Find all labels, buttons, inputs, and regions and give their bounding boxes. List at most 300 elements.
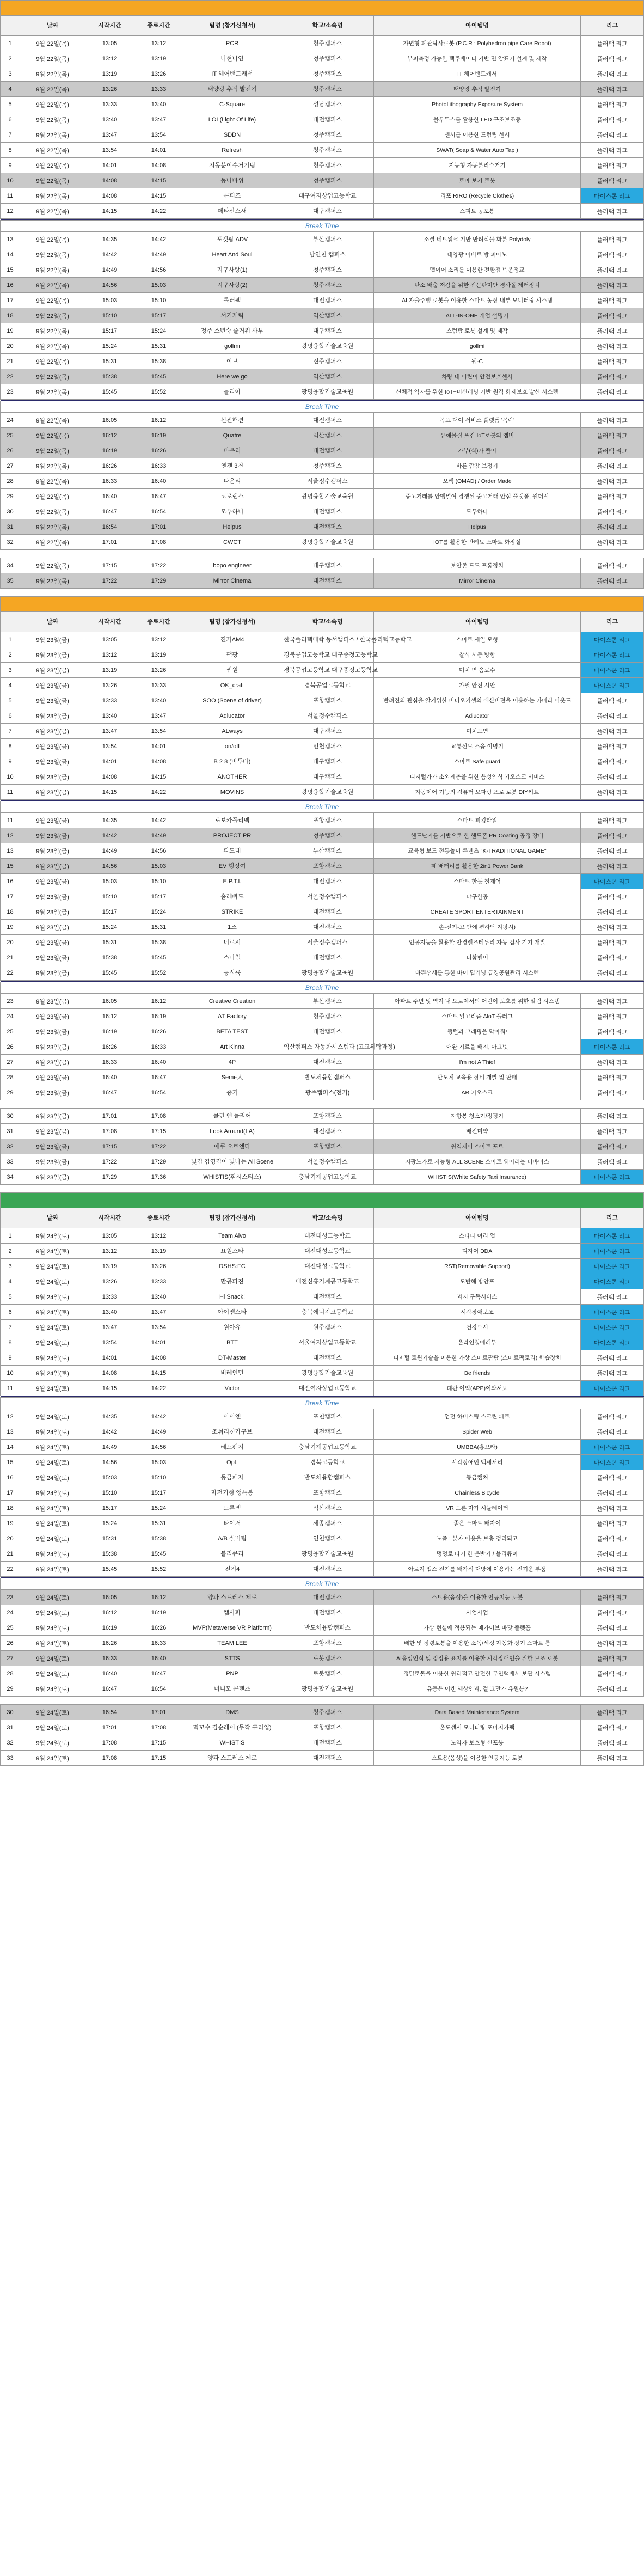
table-row	[1, 663, 644, 678]
table-row	[1, 1289, 644, 1305]
cell-lig: 플러팩 리그	[581, 278, 644, 293]
cell-no: 21	[1, 1546, 20, 1562]
cell-idea: 탄소 배출 저감을 위한 전문판미안 경사폴 제러정치	[374, 278, 581, 293]
cell-idea: 애완 기르을 배지, 아그넷	[374, 1039, 581, 1055]
cell-date: 9월 23일(금)	[20, 678, 85, 693]
cell-no: 9	[1, 158, 20, 173]
table-row	[1, 1085, 644, 1100]
cell-idea: 찰식 시동 방함	[374, 647, 581, 663]
cell-start: 16:40	[85, 489, 134, 504]
cell-team: 서기캐릭	[183, 308, 281, 323]
cell-school: 부산캠퍼스	[281, 232, 374, 247]
table-row	[1, 859, 644, 874]
cell-start: 16:12	[85, 1009, 134, 1024]
cell-date: 9월 24일(토)	[20, 1228, 85, 1244]
cell-date: 9월 23일(금)	[20, 785, 85, 800]
table-row	[1, 739, 644, 754]
cell-school: 한국폴리텍대학 동서캠퍼스 / 한국폴리텍고등학교	[281, 632, 374, 647]
cell-start: 15:31	[85, 354, 134, 369]
cell-idea: 아르지 앱스 전기를 배가식 재방에 이용하는 전기운 부품	[374, 1562, 581, 1577]
table-row	[1, 308, 644, 323]
spacer-cell	[1, 1697, 644, 1705]
cell-idea: 시각장애인 액세서리	[374, 1455, 581, 1470]
cell-lig: 플러팩 리그	[581, 1501, 644, 1516]
cell-team: Refresh	[183, 143, 281, 158]
cell-idea: Be friends	[374, 1366, 581, 1381]
cell-team: DT-Master	[183, 1350, 281, 1366]
table-row	[1, 535, 644, 550]
cell-no: 18	[1, 904, 20, 920]
cell-no: 6	[1, 1305, 20, 1320]
cell-lig: 마이스콘 리그	[581, 1274, 644, 1289]
table-row	[1, 1605, 644, 1620]
table-row	[1, 828, 644, 843]
cell-team: Here we go	[183, 369, 281, 384]
cell-idea: 폐판 이익(APP)이와서요	[374, 1381, 581, 1396]
cell-end: 16:12	[134, 994, 183, 1009]
cell-no: 27	[1, 458, 20, 474]
cell-no: 14	[1, 247, 20, 262]
cell-lig: 플러팩 리그	[581, 36, 644, 51]
cell-lig: 플러팩 리그	[581, 708, 644, 724]
cell-school: 포항캠퍼스	[281, 1720, 374, 1735]
cell-idea: 반려견의 관심을 알기위한 비디오키셀의 애산비전을 이용하는 카메라 아웃드	[374, 693, 581, 708]
table-row	[1, 647, 644, 663]
cell-start: 13:40	[85, 1305, 134, 1320]
cell-school: 로봇캠퍼스	[281, 1666, 374, 1681]
cell-lig: 마이스콘 리그	[581, 1455, 644, 1470]
cell-school: 대전대성고등학교	[281, 1228, 374, 1244]
cell-idea: 가상 현실에 적용되는 메가이브 바닷 플랫폼	[374, 1620, 581, 1636]
table-row	[1, 112, 644, 127]
cell-idea: 스마트 Safe guard	[374, 754, 581, 769]
cell-team: Quatre	[183, 428, 281, 443]
cell-team: Helpus	[183, 519, 281, 535]
cell-team: PCR	[183, 36, 281, 51]
cell-date: 9월 24일(토)	[20, 1289, 85, 1305]
cell-team: 레드펜져	[183, 1440, 281, 1455]
cell-end: 15:52	[134, 965, 183, 981]
cell-lig: 플러팩 리그	[581, 1666, 644, 1681]
cell-no: 8	[1, 1335, 20, 1350]
cell-date: 9월 23일(금)	[20, 1154, 85, 1170]
cell-start: 15:10	[85, 308, 134, 323]
cell-start: 16:54	[85, 519, 134, 535]
header-team: 팀명 (참가신청서)	[183, 612, 281, 632]
cell-school: 광명융합기술교육원	[281, 1546, 374, 1562]
table-row	[1, 519, 644, 535]
cell-end: 15:17	[134, 308, 183, 323]
cell-end: 14:01	[134, 739, 183, 754]
cell-idea: 사업사업	[374, 1605, 581, 1620]
cell-lig: 플러팩 리그	[581, 1470, 644, 1485]
cell-no: 24	[1, 1009, 20, 1024]
cell-start: 15:38	[85, 1546, 134, 1562]
cell-date: 9월 24일(토)	[20, 1424, 85, 1440]
cell-date: 9월 24일(토)	[20, 1485, 85, 1501]
cell-lig: 플러팩 리그	[581, 904, 644, 920]
header-start: 시작시간	[85, 612, 134, 632]
cell-team: 양파 스트레스 제로	[183, 1751, 281, 1766]
cell-start: 14:56	[85, 1455, 134, 1470]
cell-date: 9월 23일(금)	[20, 1124, 85, 1139]
table-row	[1, 693, 644, 708]
cell-school: 대전캠퍼스	[281, 1055, 374, 1070]
cell-idea: 폐 배터리를 활용한 2in1 Power Bank	[374, 859, 581, 874]
cell-end: 17:29	[134, 573, 183, 589]
cell-idea: AR 키오스크	[374, 1085, 581, 1100]
table-row	[1, 36, 644, 51]
cell-school: 청주캠퍼스	[281, 158, 374, 173]
cell-school: 광주캠퍼스(전기)	[281, 1085, 374, 1100]
cell-end: 15:03	[134, 859, 183, 874]
cell-school: 포항캠퍼스	[281, 859, 374, 874]
cell-school: 대전캠퍼스	[281, 950, 374, 965]
cell-date: 9월 23일(금)	[20, 1024, 85, 1039]
cell-end: 13:54	[134, 724, 183, 739]
cell-lig: 플러팩 리그	[581, 82, 644, 97]
table-row	[1, 489, 644, 504]
cell-idea: 스마트 세일 모형	[374, 632, 581, 647]
cell-start: 15:03	[85, 874, 134, 889]
cell-end: 14:01	[134, 1335, 183, 1350]
cell-team: 모두하나	[183, 504, 281, 519]
cell-end: 15:10	[134, 874, 183, 889]
cell-no: 32	[1, 1735, 20, 1751]
spacer-cell	[1, 550, 644, 558]
cell-no: 2	[1, 51, 20, 66]
table-row	[1, 66, 644, 82]
cell-start: 15:38	[85, 950, 134, 965]
cell-school: 남인천 캠퍼스	[281, 247, 374, 262]
cell-lig: 플러팩 리그	[581, 112, 644, 127]
cell-no: 7	[1, 724, 20, 739]
cell-date: 9월 23일(금)	[20, 663, 85, 678]
cell-end: 16:26	[134, 443, 183, 458]
table-row	[1, 769, 644, 785]
cell-idea: 블루투스를 활용한 LED 구조보조등	[374, 112, 581, 127]
cell-lig: 플러팩 리그	[581, 413, 644, 428]
cell-date: 9월 23일(금)	[20, 724, 85, 739]
cell-no: 8	[1, 143, 20, 158]
cell-end: 17:08	[134, 535, 183, 550]
cell-idea: 인공지능을 활용한 안경렌즈테두리 자동 검사 기기 개발	[374, 935, 581, 950]
cell-lig: 마이스콘 리그	[581, 1381, 644, 1396]
cell-lig: 마이스콘 리그	[581, 678, 644, 693]
cell-start: 17:08	[85, 1751, 134, 1766]
cell-start: 14:08	[85, 188, 134, 204]
cell-start: 16:47	[85, 1681, 134, 1697]
cell-date: 9월 24일(토)	[20, 1546, 85, 1562]
cell-no: 7	[1, 1320, 20, 1335]
cell-date: 9월 22일(목)	[20, 519, 85, 535]
cell-lig: 플러팩 리그	[581, 173, 644, 188]
schedule-table	[0, 0, 644, 589]
cell-start: 16:05	[85, 994, 134, 1009]
cell-date: 9월 22일(목)	[20, 354, 85, 369]
cell-lig: 마이스콘 리그	[581, 1305, 644, 1320]
cell-date: 9월 23일(금)	[20, 1139, 85, 1154]
cell-date: 9월 22일(목)	[20, 308, 85, 323]
cell-date: 9월 24일(토)	[20, 1440, 85, 1455]
cell-date: 9월 23일(금)	[20, 1070, 85, 1085]
cell-end: 14:42	[134, 813, 183, 828]
cell-end: 15:38	[134, 935, 183, 950]
table-row	[1, 1409, 644, 1424]
cell-team: Mirror Cinema	[183, 573, 281, 589]
cell-end: 15:38	[134, 354, 183, 369]
cell-end: 16:54	[134, 1681, 183, 1697]
cell-no: 27	[1, 1055, 20, 1070]
cell-date: 9월 22일(목)	[20, 232, 85, 247]
cell-school: 대전캠퍼스	[281, 443, 374, 458]
cell-end: 16:47	[134, 1070, 183, 1085]
cell-start: 13:54	[85, 1335, 134, 1350]
cell-date: 9월 22일(목)	[20, 97, 85, 112]
cell-no: 32	[1, 535, 20, 550]
cell-end: 17:01	[134, 519, 183, 535]
cell-school: 익산캠퍼스	[281, 428, 374, 443]
cell-start: 15:38	[85, 369, 134, 384]
cell-date: 9월 23일(금)	[20, 1009, 85, 1024]
cell-no: 22	[1, 965, 20, 981]
cell-date: 9월 22일(목)	[20, 489, 85, 504]
cell-school: 서울정수캠퍼스	[281, 889, 374, 904]
cell-end: 13:26	[134, 663, 183, 678]
cell-team: C-Square	[183, 97, 281, 112]
cell-school: 대전캠퍼스	[281, 1590, 374, 1605]
cell-date: 9월 23일(금)	[20, 889, 85, 904]
header-end: 종료시간	[134, 612, 183, 632]
cell-no: 5	[1, 693, 20, 708]
cell-start: 16:19	[85, 443, 134, 458]
table-row	[1, 1274, 644, 1289]
cell-start: 13:12	[85, 1244, 134, 1259]
cell-start: 16:05	[85, 413, 134, 428]
cell-start: 16:54	[85, 1705, 134, 1720]
cell-idea: SWAT( Soap & Water Auto Tap )	[374, 143, 581, 158]
cell-no: 3	[1, 663, 20, 678]
cell-school: 대전캠퍼스	[281, 112, 374, 127]
break-label: Break Time	[1, 1398, 644, 1409]
cell-lig: 플러팩 리그	[581, 1605, 644, 1620]
cell-idea: I'm not A Thief	[374, 1055, 581, 1070]
table-row	[1, 369, 644, 384]
cell-end: 15:31	[134, 339, 183, 354]
cell-lig: 플러팩 리그	[581, 127, 644, 143]
cell-school: 청주캠퍼스	[281, 66, 374, 82]
cell-no: 16	[1, 278, 20, 293]
day-schedule	[0, 0, 643, 589]
cell-start: 14:01	[85, 754, 134, 769]
table-row	[1, 1666, 644, 1681]
cell-start: 13:33	[85, 97, 134, 112]
cell-date: 9월 22일(목)	[20, 474, 85, 489]
cell-lig: 플러팩 리그	[581, 339, 644, 354]
cell-end: 13:12	[134, 632, 183, 647]
cell-lig: 마이스콘 리그	[581, 188, 644, 204]
cell-date: 9월 22일(목)	[20, 173, 85, 188]
cell-end: 14:15	[134, 188, 183, 204]
cell-team: BETA TEST	[183, 1024, 281, 1039]
cell-team: bopo engineer	[183, 558, 281, 573]
cell-start: 17:29	[85, 1170, 134, 1185]
header-no	[1, 612, 20, 632]
table-row	[1, 1154, 644, 1170]
cell-idea: 아파트 주변 및 역지 내 도로제서의 어린이 보호를 위한 알림 시스템	[374, 994, 581, 1009]
cell-no: 30	[1, 1705, 20, 1720]
table-row	[1, 428, 644, 443]
cell-idea: 중고거래를 안맹멸여 경쟁된 중고거래 안심 플랫폼, 원더시	[374, 489, 581, 504]
cell-school: 광명융합기술교육원	[281, 1366, 374, 1381]
cell-school: 충남기계공업고등학교	[281, 1170, 374, 1185]
cell-start: 14:35	[85, 1409, 134, 1424]
band-cell	[1, 1193, 644, 1208]
cell-lig: 플러팩 리그	[581, 693, 644, 708]
cell-idea: CREATE SPORT ENTERTAINMENT	[374, 904, 581, 920]
table-row	[1, 1590, 644, 1605]
cell-idea: 스마트 피킹타워	[374, 813, 581, 828]
cell-date: 9월 22일(목)	[20, 428, 85, 443]
cell-end: 16:12	[134, 1590, 183, 1605]
cell-lig: 플러팩 리그	[581, 66, 644, 82]
cell-idea: 소셜 네트워크 기반 반려식물 화분 Polydoly	[374, 232, 581, 247]
cell-date: 9월 24일(토)	[20, 1305, 85, 1320]
cell-school: 대구캠퍼스	[281, 769, 374, 785]
table-row	[1, 82, 644, 97]
cell-start: 17:22	[85, 573, 134, 589]
cell-no: 20	[1, 935, 20, 950]
cell-team: PROJECT PR	[183, 828, 281, 843]
cell-start: 15:45	[85, 384, 134, 400]
cell-start: 15:10	[85, 889, 134, 904]
cell-school: 경북공업고등학교 대구종정고등학교	[281, 663, 374, 678]
cell-no: 23	[1, 1590, 20, 1605]
cell-school: 익산캠퍼스	[281, 1501, 374, 1516]
cell-team: 태양광 추적 발전기	[183, 82, 281, 97]
cell-lig: 플러팩 리그	[581, 920, 644, 935]
header-idea: 아이템명	[374, 16, 581, 36]
cell-no: 25	[1, 1620, 20, 1636]
cell-school: 익산캠퍼스	[281, 308, 374, 323]
cell-end: 17:01	[134, 1705, 183, 1720]
cell-no: 1	[1, 1228, 20, 1244]
cell-date: 9월 24일(토)	[20, 1470, 85, 1485]
cell-end: 15:45	[134, 369, 183, 384]
cell-lig: 플러팩 리그	[581, 293, 644, 308]
cell-team: 전기4	[183, 1562, 281, 1577]
cell-lig: 플러팩 리그	[581, 504, 644, 519]
cell-idea: 차량 내 어린이 안전보호센서	[374, 369, 581, 384]
cell-start: 13:19	[85, 663, 134, 678]
cell-lig: 플러팩 리그	[581, 1681, 644, 1697]
cell-idea: Chainless Bicycle	[374, 1485, 581, 1501]
spacer-row	[1, 1697, 644, 1705]
cell-start: 14:42	[85, 828, 134, 843]
cell-end: 14:22	[134, 204, 183, 219]
table-row	[1, 904, 644, 920]
cell-team: gollmi	[183, 339, 281, 354]
table-row	[1, 785, 644, 800]
cell-lig: 마이스콘 리그	[581, 1440, 644, 1455]
cell-end: 14:49	[134, 247, 183, 262]
spacer-cell	[1, 1100, 644, 1109]
cell-team: Hi Snack!	[183, 1289, 281, 1305]
cell-lig: 플러팩 리그	[581, 950, 644, 965]
cell-start: 14:35	[85, 232, 134, 247]
header-date: 날짜	[20, 612, 85, 632]
cell-date: 9월 24일(토)	[20, 1562, 85, 1577]
cell-team: 아이엠스타	[183, 1305, 281, 1320]
table-row	[1, 1320, 644, 1335]
cell-date: 9월 24일(토)	[20, 1751, 85, 1766]
cell-end: 13:33	[134, 1274, 183, 1289]
cell-school: 청주캠퍼스	[281, 51, 374, 66]
schedule-table	[0, 596, 644, 1185]
cell-idea: 원격제어 스마트 포트	[374, 1139, 581, 1154]
cell-date: 9월 23일(금)	[20, 920, 85, 935]
cell-date: 9월 24일(토)	[20, 1636, 85, 1651]
cell-no: 24	[1, 413, 20, 428]
cell-lig: 마이스콘 리그	[581, 647, 644, 663]
cell-start: 13:26	[85, 1274, 134, 1289]
cell-start: 13:47	[85, 1320, 134, 1335]
cell-idea: UMBBA(홍브라)	[374, 1440, 581, 1455]
cell-idea: 자항봉 청소기/정정기	[374, 1109, 581, 1124]
cell-start: 15:24	[85, 339, 134, 354]
cell-lig: 마이스콘 리그	[581, 874, 644, 889]
cell-lig: 플러팩 리그	[581, 1590, 644, 1605]
cell-idea: 토마 보기 토봇	[374, 173, 581, 188]
cell-idea: WHISTIS(White Safety Taxi Insurance)	[374, 1170, 581, 1185]
cell-date: 9월 23일(금)	[20, 859, 85, 874]
cell-no: 7	[1, 127, 20, 143]
cell-no: 17	[1, 293, 20, 308]
cell-school: 청주캠퍼스	[281, 458, 374, 474]
cell-end: 17:15	[134, 1735, 183, 1751]
table-row	[1, 1636, 644, 1651]
cell-idea: Helpus	[374, 519, 581, 535]
cell-no: 5	[1, 97, 20, 112]
cell-end: 15:52	[134, 1562, 183, 1577]
cell-date: 9월 22일(목)	[20, 82, 85, 97]
table-row	[1, 1681, 644, 1697]
header-lig: 리그	[581, 612, 644, 632]
cell-idea: 스마트 한듯 철제어	[374, 874, 581, 889]
cell-no: 35	[1, 573, 20, 589]
break-label: Break Time	[1, 401, 644, 413]
cell-idea: IOT를 활용한 반려묘 스마트 화장실	[374, 535, 581, 550]
cell-lig: 플러팩 리그	[581, 458, 644, 474]
cell-idea: Adiucator	[374, 708, 581, 724]
cell-idea: ALL-IN-ONE 개업 설명기	[374, 308, 581, 323]
spacer-row	[1, 550, 644, 558]
cell-idea: AI음성인식 및 정정용 표지를 이용한 시각장애인을 위한 보조 로봇	[374, 1651, 581, 1666]
cell-lig: 플러팩 리그	[581, 785, 644, 800]
cell-no: 26	[1, 1039, 20, 1055]
cell-end: 14:15	[134, 769, 183, 785]
cell-team: 지구사랑(1)	[183, 262, 281, 278]
cell-idea: 교육형 보드 전통놀이 콘텐츠 "K-TRADITIONAL GAME"	[374, 843, 581, 859]
cell-team: 비레인먼	[183, 1366, 281, 1381]
cell-end: 16:54	[134, 1085, 183, 1100]
cell-lig: 플러팩 리그	[581, 489, 644, 504]
cell-end: 17:08	[134, 1720, 183, 1735]
cell-no: 29	[1, 1085, 20, 1100]
table-row	[1, 1124, 644, 1139]
table-row	[1, 1228, 644, 1244]
cell-team: 빛김 김영김이 빛나는 All Scene	[183, 1154, 281, 1170]
